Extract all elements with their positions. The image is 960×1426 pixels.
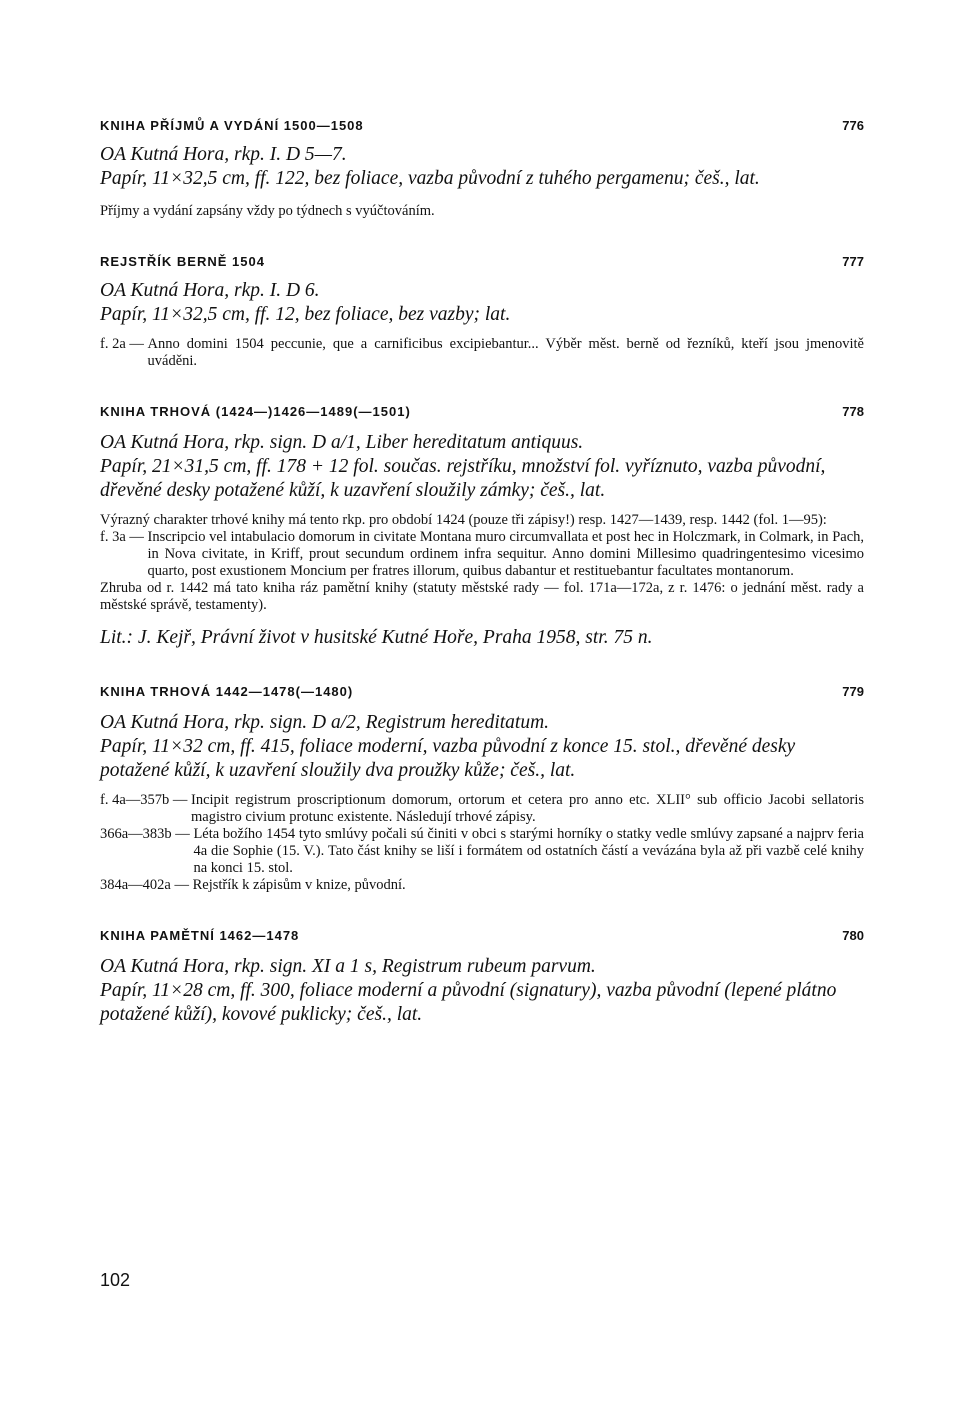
entry-779 <box>100 684 864 894</box>
folio-label: f. 4a—357b — <box>100 792 192 808</box>
page-number: 102 <box>100 1270 131 1290</box>
physical-description: Papír, 11×28 cm, ff. 300, foliace moderní a původní (signatury), vazba původní (lepené plátno potažené kůží), kovové puklicky; češ., lat. <box>100 980 837 1025</box>
entry-778 <box>100 404 864 650</box>
folio-text: Incipit registrum proscriptionum domorum, ortorum et cetera pro anno etc. XLII° sub officio Jacobi sellatoris magistro civium protunc existente. Následují trhové zápisy. <box>191 792 864 825</box>
folio-entry <box>100 792 864 826</box>
folio-label: f. 2a — <box>100 336 148 352</box>
entry-heading <box>100 404 864 419</box>
physical-description: Papír, 11×32 cm, ff. 415, foliace moderní, vazba původní z konce 15. stol., dřevěné desky potažené kůží, k uzavření sloužily dva proužky kůže; češ., lat. <box>100 736 796 781</box>
folio-text: Léta božího 1454 tyto smlúvy počali sú činiti v obci s starými horníky o statky vedle smlúvy zapsané a najprv feria 4a die Sophie (15. V.). Tato část knihy se liší i formátem od ostatních částí a vevázána byla až při vazbě celé knihy na konci 15. stol. <box>193 826 864 876</box>
entry-heading <box>100 254 864 269</box>
entry-heading <box>100 928 864 943</box>
folio-label: 366a—383b — <box>100 826 194 842</box>
archive-reference: OA Kutná Hora, rkp. sign. D a/2, Registrum hereditatum. <box>100 712 550 733</box>
entry-title: KNIHA TRHOVÁ (1424—)1426—1489(—1501) <box>100 404 411 419</box>
entry-title: KNIHA TRHOVÁ 1442—1478(—1480) <box>100 684 354 699</box>
folio-label: f. 3a — <box>100 529 148 545</box>
archive-reference: OA Kutná Hora, rkp. I. D 6. <box>100 280 320 301</box>
archive-reference: OA Kutná Hora, rkp. I. D 5—7. <box>100 144 347 165</box>
entry-777 <box>100 254 864 370</box>
entry-number: 778 <box>842 404 864 419</box>
physical-description: Papír, 21×31,5 cm, ff. 178 + 12 fol. součas. rejstříku, množství fol. vyříznuto, vazba původní, dřevěné desky potažené kůží, k uzavření sloužily zámky; češ., lat. <box>100 456 826 501</box>
entry-number: 780 <box>842 928 864 943</box>
content-note: Zhruba od r. 1442 má tato kniha ráz pamětní knihy (statuty městské rady — fol. 171a—172a, z r. 1476: o jednání měst. rady a městské správě, testamenty). <box>100 580 864 613</box>
folio-entry <box>100 877 864 894</box>
entry-number: 776 <box>842 118 864 133</box>
entry-title: KNIHA PŘÍJMŮ A VYDÁNÍ 1500—1508 <box>100 118 364 133</box>
folio-label: 384a—402a — <box>100 877 193 893</box>
archive-reference: OA Kutná Hora, rkp. sign. XI a 1 s, Registrum rubeum parvum. <box>100 956 596 977</box>
entry-number: 777 <box>842 254 864 269</box>
folio-text: Inscripcio vel intabulacio domorum in civitate Montana muro circumvallata et post hec in Holczmark, in Colmark, in Pach, in Nova civitate, in Kriff, prout secundum ordinem infra sequitur. Anno domini Millesimo quadringentesimo vicesimo quarto, post exustionem Moncium per fratres illorum, quibus dabantur et restituebantur facultates montanorum. <box>147 529 864 579</box>
folio-entry <box>100 826 864 877</box>
entry-number: 779 <box>842 684 864 699</box>
physical-description: Papír, 11×32,5 cm, ff. 12, bez foliace, bez vazby; lat. <box>100 304 511 325</box>
content-note: Výrazný charakter trhové knihy má tento rkp. pro období 1424 (pouze tři zápisy!) resp. 1427—1439, resp. 1442 (fol. 1—95): <box>100 512 827 528</box>
folio-entry <box>100 529 864 580</box>
literature-reference: Lit.: J. Kejř, Právní život v husitské Kutné Hoře, Praha 1958, str. 75 n. <box>100 627 653 648</box>
folio-text: Rejstřík k zápisům v knize, původní. <box>192 877 406 893</box>
folio-entry <box>100 336 864 370</box>
archive-reference: OA Kutná Hora, rkp. sign. D a/1, Liber hereditatum antiquus. <box>100 432 584 453</box>
folio-text: Anno domini 1504 peccunie, que a carnificibus excipiebantur... Výběr měst. berně od řezníků, kteří jsou jmenovitě uváděni. <box>147 336 864 369</box>
entry-780 <box>100 928 864 1027</box>
content-note: Příjmy a vydání zapsány vždy po týdnech s vyúčtováním. <box>100 203 435 219</box>
entry-heading <box>100 118 864 133</box>
page-content <box>100 118 864 1027</box>
entry-title: KNIHA PAMĚTNÍ 1462—1478 <box>100 928 300 943</box>
entry-title: REJSTŘÍK BERNĚ 1504 <box>100 254 265 269</box>
entry-776 <box>100 118 864 220</box>
entry-heading <box>100 684 864 699</box>
physical-description: Papír, 11×32,5 cm, ff. 122, bez foliace, vazba původní z tuhého pergamenu; češ., lat. <box>100 168 760 189</box>
